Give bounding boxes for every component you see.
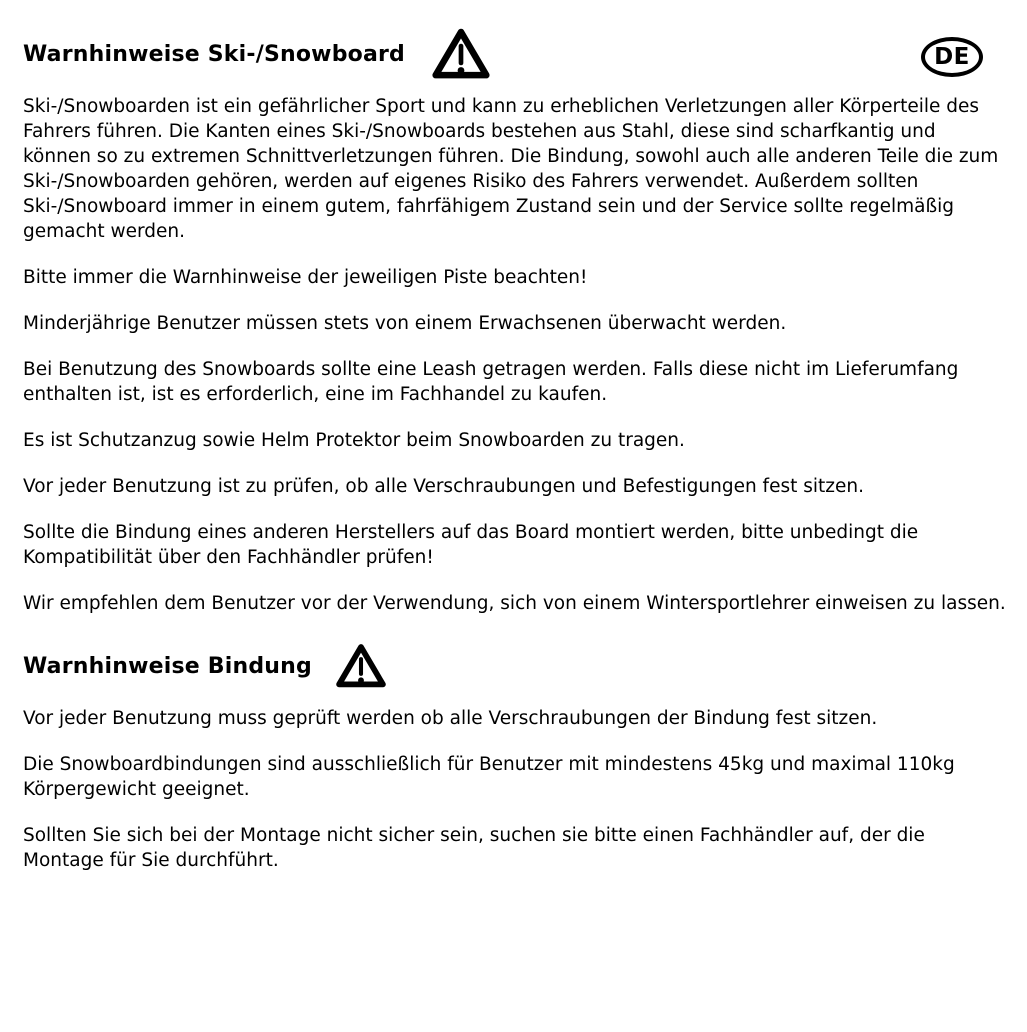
section-title-ski-snowboard: Warnhinweise Ski-/Snowboard bbox=[23, 41, 405, 67]
warning-triangle-icon bbox=[335, 638, 387, 695]
paragraph-weight-range: Die Snowboardbindungen sind ausschließlich für Benutzer mit mindestens 45kg und maximal 110kg Körpergewicht geeignet. bbox=[23, 754, 955, 800]
section-header-bindung bbox=[23, 637, 1007, 695]
paragraph-binding-check: Vor jeder Benutzung muss geprüft werden ob alle Verschraubungen der Bindung fest sitzen. bbox=[23, 708, 878, 729]
warning-triangle-icon bbox=[431, 26, 491, 83]
paragraph-protective-gear: Es ist Schutzanzug sowie Helm Protektor beim Snowboarden zu tragen. bbox=[23, 430, 685, 451]
paragraph-instructor-recommendation: Wir empfehlen dem Benutzer vor der Verwendung, sich von einem Wintersportlehrer einweisen zu lassen. bbox=[23, 593, 1006, 614]
paragraph-piste-warnings: Bitte immer die Warnhinweise der jeweiligen Piste beachten! bbox=[23, 267, 588, 288]
language-badge bbox=[921, 37, 983, 77]
language-badge-label: DE bbox=[934, 44, 970, 70]
section-title-bindung: Warnhinweise Bindung bbox=[23, 653, 312, 679]
section-header-ski-snowboard bbox=[23, 25, 1007, 83]
paragraph-binding-compatibility: Sollte die Bindung eines anderen Herstellers auf das Board montiert werden, bitte unbedingt die Kompatibilität über den Fachhändler prüfen! bbox=[23, 522, 919, 568]
paragraph-check-screws: Vor jeder Benutzung ist zu prüfen, ob alle Verschraubungen und Befestigungen fest sitzen. bbox=[23, 476, 864, 497]
paragraph-leash: Bei Benutzung des Snowboards sollte eine Leash getragen werden. Falls diese nicht im Lieferumfang enthalten ist, ist es erforderlich, eine im Fachhandel zu kaufen. bbox=[23, 359, 959, 405]
paragraph-mounting-dealer: Sollten Sie sich bei der Montage nicht sicher sein, suchen sie bitte einen Fachhändler auf, der die Montage für Sie durchführt. bbox=[23, 825, 925, 871]
paragraph-risk-general: Ski-/Snowboarden ist ein gefährlicher Sport und kann zu erheblichen Verletzungen aller Körperteile des Fahrers führen. Die Kanten eines Ski-/Snowboards bestehen aus Stahl, diese sind scharfkantig und können so zu extremen Schnittverletzungen führen. Die Bindung, sowohl auch alle anderen Teile die zum Ski-/Snowboarden gehören, werden auf eigenes Risiko des Fahrers verwendet. Außerdem sollten Ski-/Snowboard immer in einem gutem, fahrfähigem Zustand sein und der Service sollte regelmäßig gemacht werden. bbox=[23, 96, 999, 242]
paragraph-minors-supervision: Minderjährige Benutzer müssen stets von einem Erwachsenen überwacht werden. bbox=[23, 313, 787, 334]
